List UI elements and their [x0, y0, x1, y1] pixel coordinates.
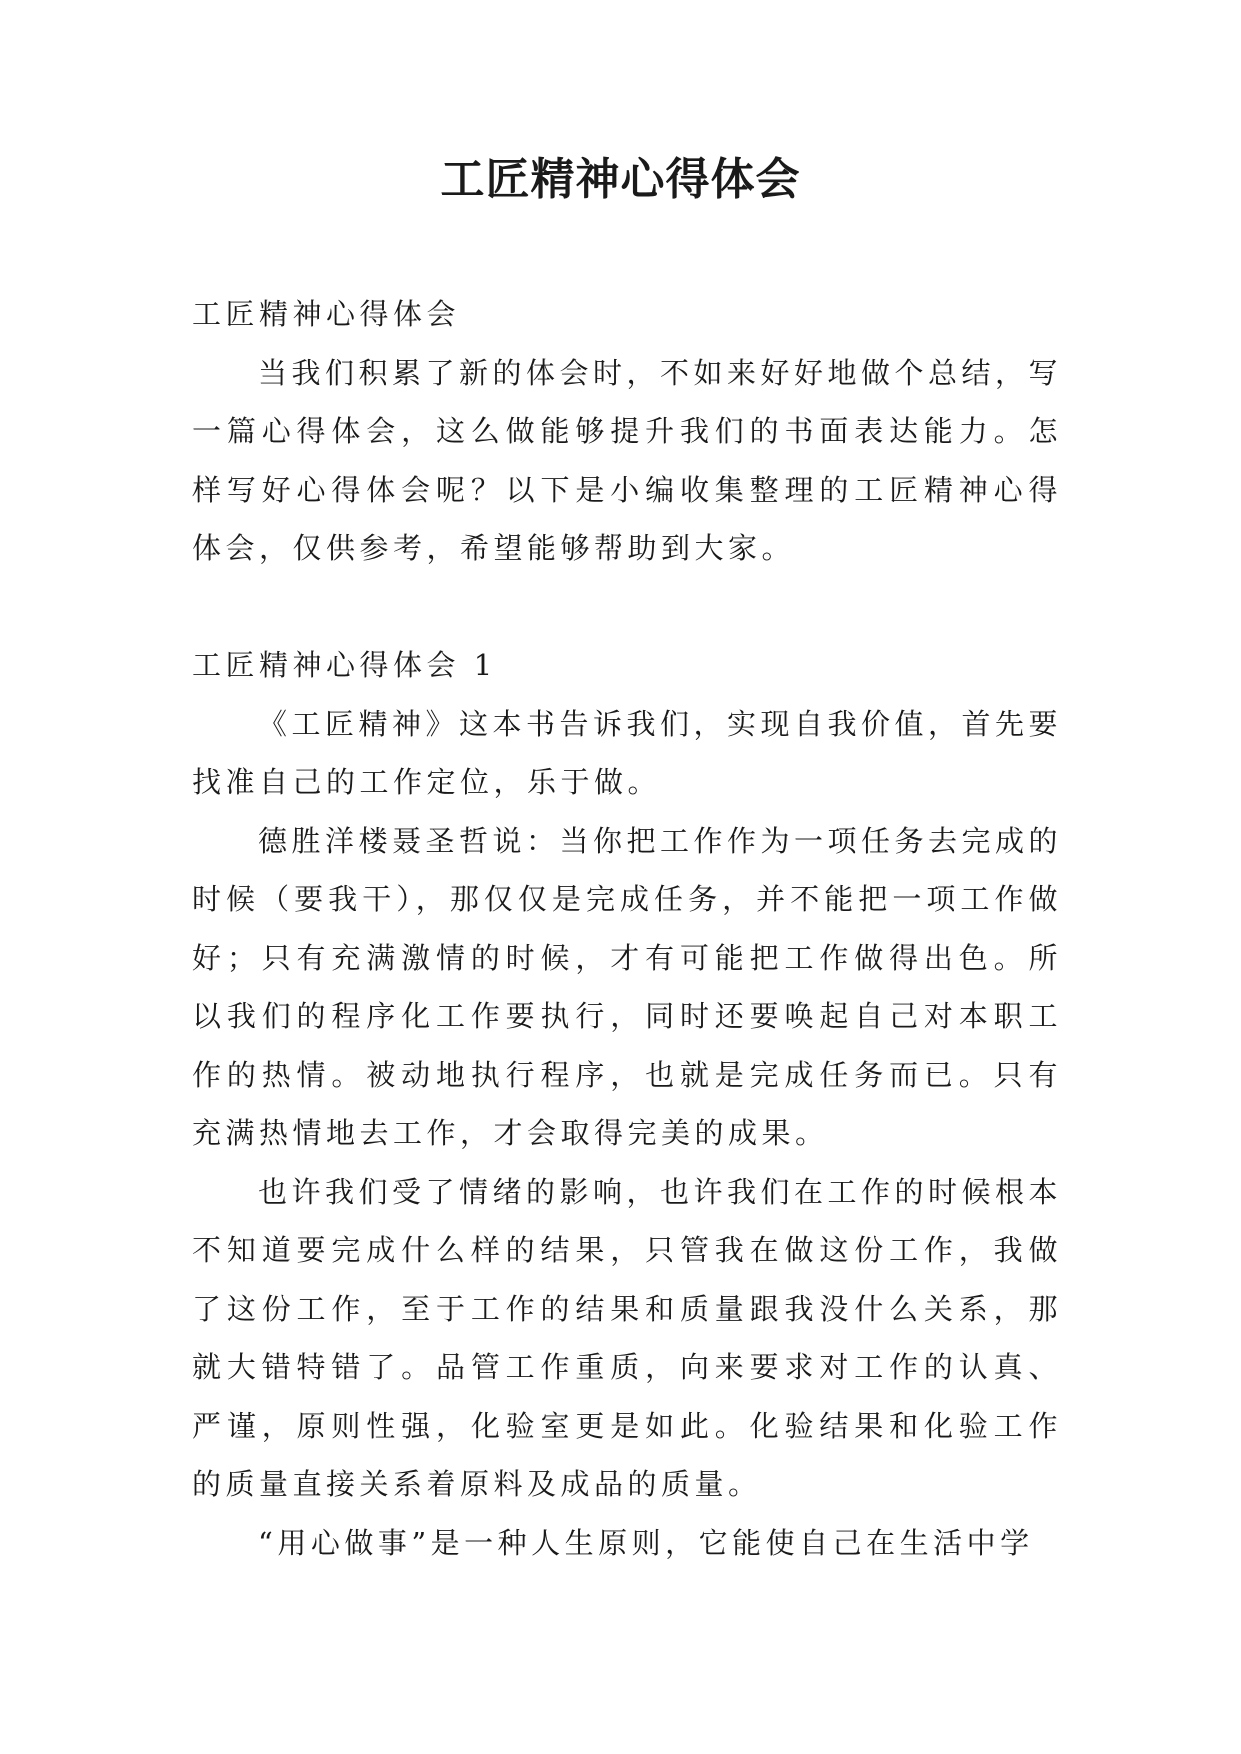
document-body — [192, 285, 1062, 1572]
section1-paragraph-2: 德胜洋楼聂圣哲说：当你把工作作为一项任务去完成的时候（要我干），那仅仅是完成任务，并不能把一项工作做好；只有充满激情的时候，才有可能把工作做得出色。所以我们的程序化工作要执行，同时还要唤起自己对本职工作的热情。被动地执行程序，也就是完成任务而已。只有充满热情地去工作，才会取得完美的成果。 — [192, 823, 1063, 1150]
document-title: 工匠精神心得体会 — [440, 154, 801, 205]
paragraph-gap — [192, 578, 1062, 637]
section1-paragraph-4: “用心做事”是一种人生原则，它能使自己在生活中学 — [258, 1525, 1034, 1560]
intro-heading: 工匠精神心得体会 — [192, 297, 461, 331]
section1-heading: 工匠精神心得体会 1 — [192, 648, 497, 682]
section1-paragraph-1: 《工匠精神》这本书告诉我们，实现自我价值，首先要找准自己的工作定位，乐于做。 — [192, 706, 1063, 799]
intro-paragraph: 当我们积累了新的体会时，不如来好好地做个总结，写一篇心得体会，这么做能够提升我们的书面表达能力。怎样写好心得体会呢？以下是小编收集整理的工匠精神心得体会，仅供参考，希望能够帮助到大家。 — [192, 355, 1063, 565]
section1-paragraph-3: 也许我们受了情绪的影响，也许我们在工作的时候根本不知道要完成什么样的结果，只管我在做这份工作，我做了这份工作，至于工作的结果和质量跟我没什么关系，那就大错特错了。品管工作重质，向来要求对工作的认真、严谨，原则性强，化验室更是如此。化验结果和化验工作的质量直接关系着原料及成品的质量。 — [192, 1174, 1063, 1501]
